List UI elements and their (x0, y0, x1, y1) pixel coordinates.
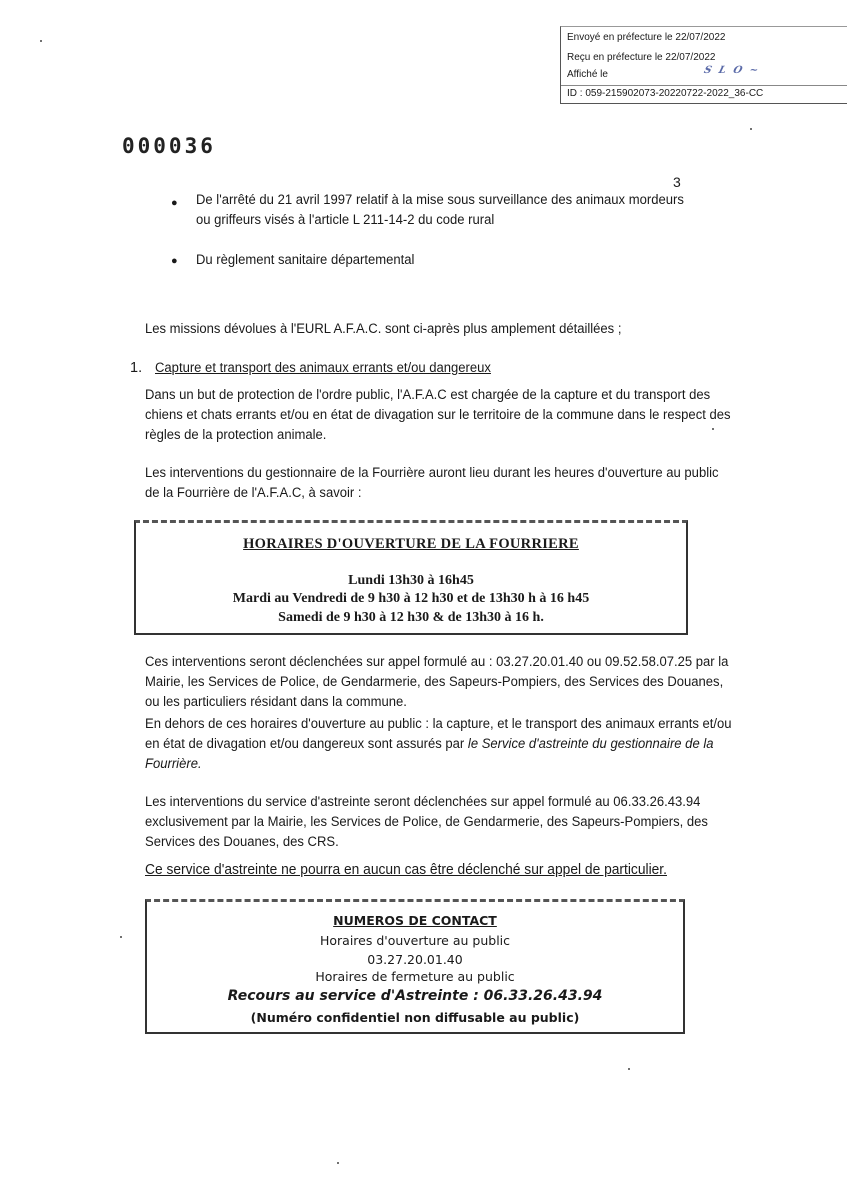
outside-hours-text: En dehors de ces horaires d'ouverture au public : la capture, et le transport des animaux errants et/ou en état de divagation et/ou dangereux sont assurés par (145, 716, 732, 752)
section-number: 1. (130, 360, 143, 376)
paragraph-interventions-hours: Les interventions du gestionnaire de la Fourrière auront lieu durant les heures d'ouverture au public de la Fourrière de l'A.F.A.C, à savoir : (145, 465, 719, 501)
oncall-number: Recours au service d'Astreinte : 06.33.26.43.94 (227, 988, 603, 1004)
hours-tuesday-friday: Mardi au Vendredi de 9 h30 à 12 h30 et de 13h30 h à 16 h45 (232, 591, 590, 606)
open-hours-label: Horaires d'ouverture au public (319, 933, 511, 948)
bullet-icon: ● (171, 255, 178, 267)
paragraph-capture-mission: Dans un but de protection de l'ordre public, l'A.F.A.C est chargée de la capture et du transport des chiens et chats errants et/ou en état de divagation sur le territoire de la commune dans le respect des règles de la protection animale. (145, 387, 731, 443)
paragraph-oncall-interventions: Les interventions du service d'astreinte seront déclenchées sur appel formulé au 06.33.26.43.94 exclusivement par la Mairie, les Services de Police, de Gendarmerie, des Sapeurs-Pompiers, des Services des Douanes, des CRS. (145, 794, 708, 850)
section-title: Capture et transport des animaux errants et/ou dangereux (155, 360, 491, 376)
stamp-sent-date: Envoyé en préfecture le 22/07/2022 (567, 32, 726, 43)
opening-hours-box (134, 520, 688, 635)
bullet-icon: ● (171, 197, 178, 209)
stamp-posted: Affiché le (567, 69, 608, 80)
intro-paragraph: Les missions dévolues à l'EURL A.F.A.C. sont ci-après plus amplement détaillées ; (145, 321, 622, 337)
contact-numbers-box (145, 899, 685, 1034)
scan-speck (750, 128, 752, 130)
document-number: 000036 (122, 134, 216, 158)
stamp-received-date: Reçu en préfecture le 22/07/2022 (567, 52, 716, 63)
paragraph-outside-hours (145, 714, 734, 774)
warning-no-private-calls: Ce service d'astreinte ne pourra en aucun cas être déclenché sur appel de particulier. (145, 861, 667, 878)
scan-speck (712, 428, 714, 430)
bullet-item: Du règlement sanitaire départemental (196, 252, 415, 268)
handwritten-signature: S L O ~ (702, 65, 762, 76)
stamp-divider (561, 85, 847, 86)
open-hours-number: 03.27.20.01.40 (367, 952, 463, 967)
scan-speck (120, 936, 122, 938)
bullet-item: De l'arrêté du 21 avril 1997 relatif à la mise sous surveillance des animaux mordeurs ou griffeurs visés à l'article L 211-14-2 du code rural (196, 192, 684, 228)
closed-hours-label: Horaires de fermeture au public (315, 969, 515, 984)
hours-saturday: Samedi de 9 h30 à 12 h30 & de 13h30 à 16 h. (278, 610, 544, 625)
confidential-note: (Numéro confidentiel non diffusable au public) (250, 1010, 580, 1025)
hours-monday: Lundi 13h30 à 16h45 (348, 573, 474, 588)
page-number: 3 (673, 174, 681, 190)
opening-hours-title: HORAIRES D'OUVERTURE DE LA FOURRIERE (243, 536, 579, 552)
scan-speck (337, 1162, 339, 1164)
stamp-id: ID : 059-215902073-20220722-2022_36-CC (567, 88, 764, 99)
scan-speck (40, 40, 42, 42)
prefecture-stamp (560, 26, 847, 104)
scan-speck (628, 1068, 630, 1070)
paragraph-call-numbers: Ces interventions seront déclenchées sur appel formulé au : 03.27.20.01.40 ou 09.52.58.07.25 par la Mairie, les Services de Police, de Gendarmerie, des Sapeurs-Pompiers, des Services des Douanes, ou les particuliers résidant dans la commune. (145, 654, 729, 710)
oncall-service-text: le Service d'astreinte du gestionnaire de la Fourrière. (145, 736, 714, 772)
contact-title: NUMEROS DE CONTACT (333, 913, 497, 928)
